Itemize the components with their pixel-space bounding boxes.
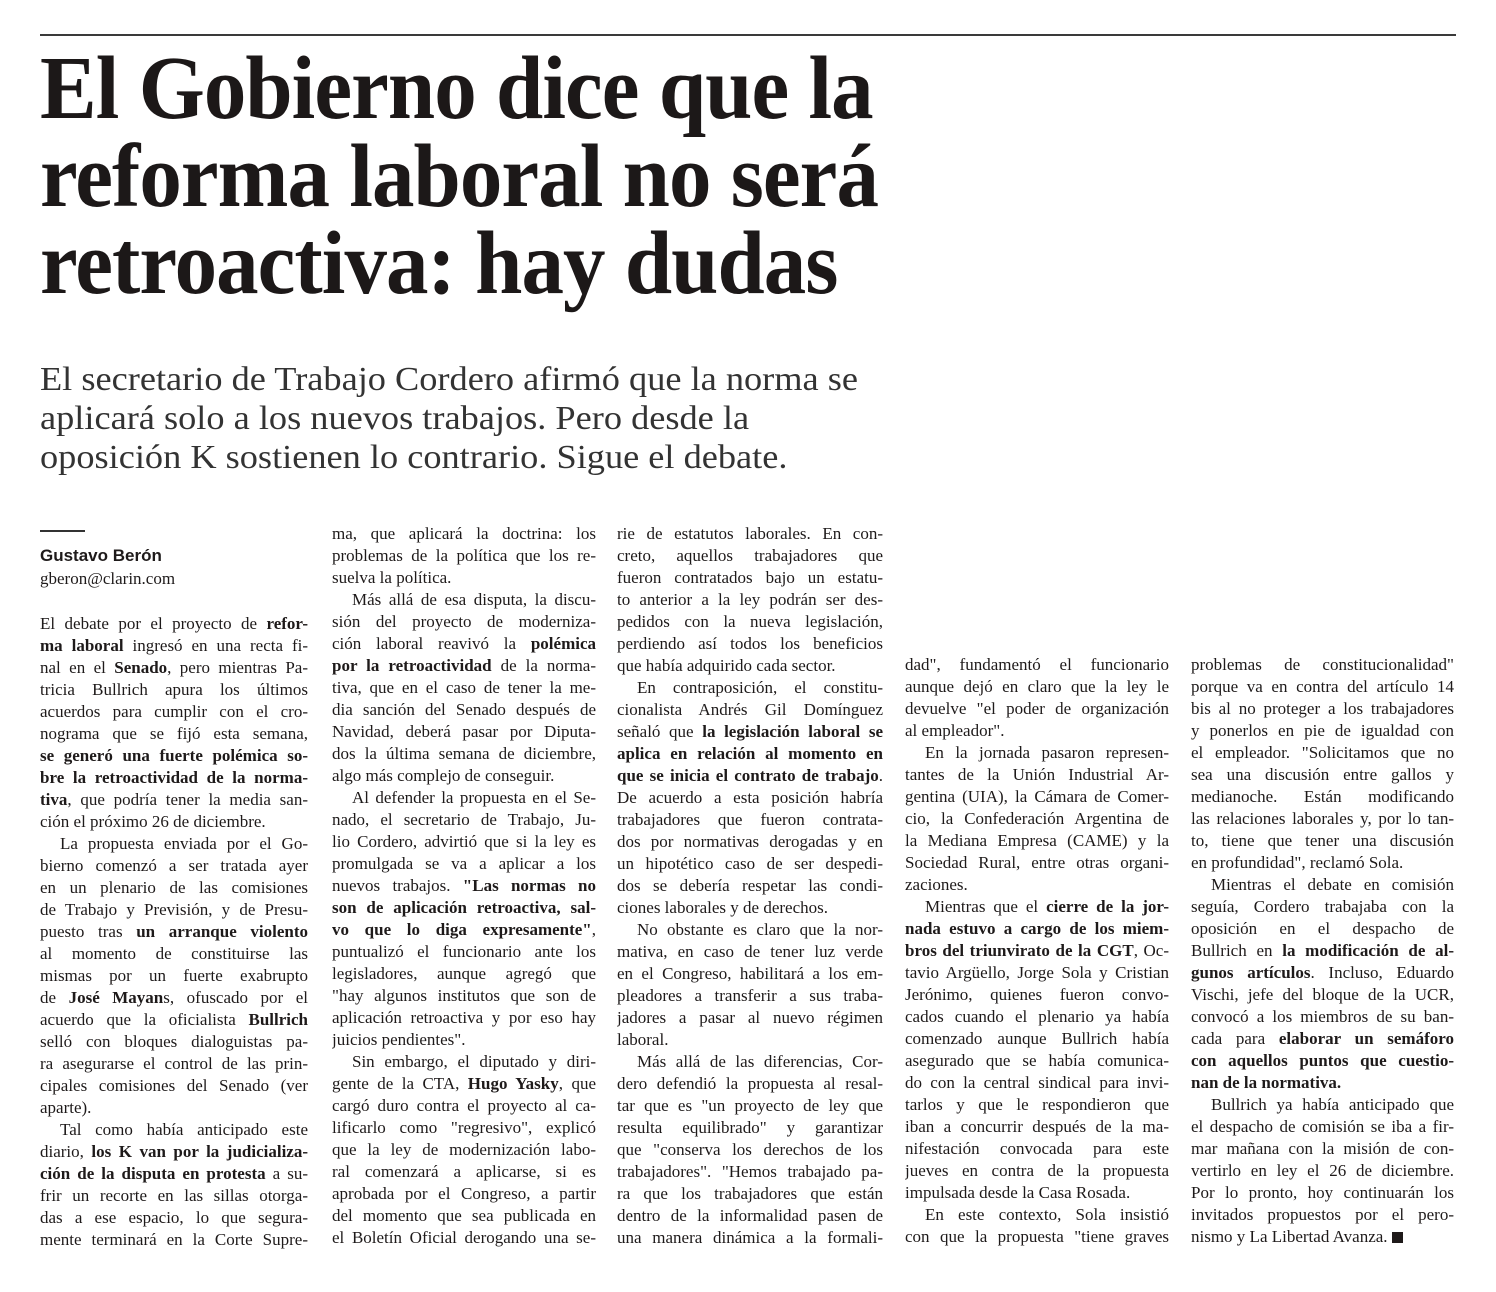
text-line: tiva, que en el caso de tener la me- <box>332 678 596 697</box>
text-line: nado, el secretario de Trabajo, Ju- <box>332 810 596 829</box>
text-line: oposición en el despacho de <box>1191 919 1454 938</box>
text-line: to, tiene que tener una discusión <box>1191 831 1454 850</box>
text-line: mente terminará en la Corte Supre- <box>40 1230 308 1249</box>
text-line: Mientras el debate en comisión <box>1211 875 1454 894</box>
text-line: Bullrich ya había anticipado que <box>1211 1095 1454 1114</box>
text-line: de José Mayans, ofuscado por el <box>40 988 308 1007</box>
text-line: cados cuando el plenario ya había <box>905 1007 1169 1026</box>
subheadline-line: aplicará solo a los nuevos trabajos. Pero desde la <box>40 400 750 437</box>
bold-text: aplica en relación al momento en <box>617 744 883 763</box>
paragraph <box>40 1119 308 1251</box>
text-line: comenzado aunque Bullrich había <box>905 1029 1169 1048</box>
bold-text: ma laboral <box>40 636 124 655</box>
text-line: asegurado que se había comunica- <box>905 1051 1169 1070</box>
text-line: ral comenzará a aplicarse, si es <box>332 1162 596 1181</box>
paragraph <box>905 896 1169 1204</box>
text-line: dos por normativas derogadas y en <box>617 832 883 851</box>
text-line: tricia Bullrich apura los últimos <box>40 680 308 699</box>
text-line: La propuesta enviada por el Go- <box>60 834 308 853</box>
text-line: señaló que la legislación laboral se <box>617 722 883 741</box>
text-line: al empleador". <box>905 721 1005 740</box>
text-line: nuevos trabajos. "Las normas no <box>332 876 596 895</box>
text-line: tiva, que podría tener la media san- <box>40 790 308 809</box>
text-line: que se inicia el contrato de trabajo. <box>617 766 883 785</box>
text-line: nismo y La Libertad Avanza. <box>1191 1226 1454 1248</box>
text-line: pleadores a transferir a sus traba- <box>617 986 883 1005</box>
text-line: impulsada desde la Casa Rosada. <box>905 1183 1131 1202</box>
text-line: das a ese espacio, lo que segura- <box>40 1208 308 1227</box>
text-line: que "conserva los derechos de los <box>617 1140 883 1159</box>
bold-text: vo que lo diga expresamente" <box>332 920 592 939</box>
text-line: legisladores, aunque agregó que <box>332 964 596 983</box>
text-line: un hipotético caso de ser despedi- <box>617 854 883 873</box>
text-line: gentina (UIA), la Cámara de Comer- <box>905 787 1169 806</box>
paragraph <box>905 654 1169 742</box>
text-line: sea una discusión entre gallos y <box>1191 765 1454 784</box>
subheadline-line: El secretario de Trabajo Cordero afirmó que la norma se <box>40 361 858 398</box>
text-line: Mientras que el cierre de la jor- <box>925 897 1169 916</box>
text-line: "hay algunos institutos que son de <box>332 986 596 1005</box>
bold-text: nan de la normativa. <box>1191 1073 1342 1092</box>
text-line: con que la propuesta "tiene graves <box>905 1227 1169 1246</box>
text-line: puntualizó el funcionario ante los <box>332 942 596 961</box>
bold-text: son de aplicación retroactiva, sal- <box>332 898 596 917</box>
text-line: promulgada se va a aplicar a los <box>332 854 596 873</box>
text-line: Jerónimo, quienes fueron convo- <box>905 985 1169 1004</box>
text-line: el despacho de comisión se iba a fir- <box>1191 1117 1454 1136</box>
text-line: aunque dejó en claro que la ley le <box>905 677 1169 696</box>
bold-text: los K van por la judicializa- <box>91 1142 308 1161</box>
text-line: tantes de la Unión Industrial Ar- <box>905 765 1169 784</box>
text-line: en el Congreso, habilitará a los em- <box>617 964 883 983</box>
text-line: algo más complejo de conseguir. <box>332 766 555 785</box>
text-line: selló con bloques dialoguistas pa- <box>40 1032 308 1051</box>
text-line: Sin embargo, el diputado y diri- <box>352 1052 596 1071</box>
text-line: ma laboral ingresó en una recta fi- <box>40 636 308 655</box>
text-line: En este contexto, Sola insistió <box>925 1205 1169 1224</box>
paragraph <box>617 919 883 1051</box>
text-line: ciones laborales y de derechos. <box>617 898 828 917</box>
bold-text: un arranque violento <box>136 922 308 941</box>
text-line: bros del triunvirato de la CGT, Oc- <box>905 941 1169 960</box>
text-line: medianoche. Están modificando <box>1191 787 1454 806</box>
text-line: seguía, Cordero trabajaba con la <box>1191 897 1454 916</box>
text-line: frir un recorte en las sillas otorga- <box>40 1186 308 1205</box>
text-line: problemas de constitucionalidad" <box>1191 655 1454 674</box>
text-line: aparte). <box>40 1098 92 1117</box>
paragraph <box>332 1051 596 1249</box>
bold-text: "Las normas no <box>462 876 596 895</box>
text-line: resulta equilibrado" y garantizar <box>617 1118 883 1137</box>
text-line: nal en el Senado, pero mientras Pa- <box>40 658 308 677</box>
text-line: ma, que aplicará la doctrina: los <box>332 524 596 543</box>
text-line: bis al no proteger a los trabajadores <box>1191 699 1454 718</box>
subheadline-line: oposición K sostienen lo contrario. Sigue el debate. <box>40 439 788 476</box>
text-line <box>1191 1072 1454 1094</box>
headline-line: retroactiva: hay dudas <box>40 214 838 313</box>
paragraph <box>905 742 1169 896</box>
bold-text: Hugo Yasky <box>467 1074 559 1093</box>
text-line: dos la última semana de diciembre, <box>332 744 596 763</box>
bold-text: bros del triunvirato de la CGT <box>905 941 1134 960</box>
text-line: jueves en contra de la propuesta <box>905 1161 1169 1180</box>
text-line: trabajadores que fueron contrata- <box>617 810 883 829</box>
text-line: dentro de la informalidad pasen de <box>617 1206 883 1225</box>
paragraph <box>905 1204 1169 1248</box>
text-line: zaciones. <box>905 875 968 894</box>
text-line: que la ley de modernización labo- <box>332 1140 596 1159</box>
text-line: suelva la política. <box>332 568 452 587</box>
text-line: dad", fundamentó el funcionario <box>905 655 1169 674</box>
article-column-3 <box>617 523 883 1249</box>
end-mark-icon <box>1392 1232 1403 1243</box>
text-line: gunos artículos. Incluso, Eduardo <box>1191 963 1454 982</box>
text-line <box>1191 1050 1454 1072</box>
text-line: jadores a pasar al nuevo régimen <box>617 1008 883 1027</box>
paragraph <box>1191 874 1454 1094</box>
article-column-2 <box>332 523 596 1249</box>
text-line: Tal como había anticipado este <box>60 1120 308 1139</box>
text-line: sión del proyecto de moderniza- <box>332 612 596 631</box>
text-line: lificarlo como "regresivo", explicó <box>332 1118 596 1137</box>
paragraph <box>617 1051 883 1249</box>
text-line: Por lo pronto, hoy continuarán los <box>1191 1183 1454 1202</box>
paragraph <box>40 613 308 833</box>
text-line: dero defendió la propuesta al resal- <box>617 1074 883 1093</box>
article-column-5 <box>1191 654 1454 1248</box>
text-line: mar mañana con la misión de con- <box>1191 1139 1454 1158</box>
bold-text: refor- <box>266 614 308 633</box>
text-line <box>905 918 1169 940</box>
text-line: No obstante es claro que la nor- <box>637 920 883 939</box>
text-line: Al defender la propuesta en el Se- <box>352 788 596 807</box>
text-line: vo que lo diga expresamente", <box>332 920 596 939</box>
text-line: En contraposición, el constitu- <box>637 678 883 697</box>
text-line: al momento de constituirse las <box>40 944 308 963</box>
text-line: cionalista Andrés Gil Domínguez <box>617 700 883 719</box>
text-line: ción el próximo 26 de diciembre. <box>40 812 266 831</box>
text-line: Más allá de esa disputa, la discu- <box>352 590 596 609</box>
paragraph <box>40 833 308 1119</box>
text-line: por la retroactividad de la norma- <box>332 656 596 675</box>
paragraph <box>617 523 883 677</box>
text-line: creto, aquellos trabajadores que <box>617 546 883 565</box>
text-line: bierno comenzó a ser tratada ayer <box>40 856 308 875</box>
text-line: Navidad, deberá pasar por Diputa- <box>332 722 596 741</box>
text-line: rie de estatutos laborales. En con- <box>617 524 883 543</box>
bold-text: la legislación laboral se <box>702 722 883 741</box>
text-line: tarlos y que le respondieron que <box>905 1095 1169 1114</box>
text-line: cio, la Confederación Argentina de <box>905 809 1169 828</box>
text-line: acuerdo que la oficialista Bullrich <box>40 1010 308 1029</box>
bold-text: que se inicia el contrato de trabajo <box>617 766 879 785</box>
text-line: porque va en contra del artículo 14 <box>1191 677 1454 696</box>
text-line: convocó a los miembros de su ban- <box>1191 1007 1454 1026</box>
byline-divider <box>40 530 85 532</box>
text-line: diario, los K van por la judicializa- <box>40 1142 308 1161</box>
bold-text: tiva <box>40 790 68 809</box>
text-line: cada para elaborar un semáforo <box>1191 1029 1454 1048</box>
text-line: las relaciones laborales y, por lo tan- <box>1191 809 1454 828</box>
text-line: Más allá de las diferencias, Cor- <box>637 1052 883 1071</box>
text-line: Sociedad Rural, entre otras organi- <box>905 853 1169 872</box>
text-line: do con la central sindical para invi- <box>905 1073 1169 1092</box>
text-line: de Trabajo y Previsión, y de Presu- <box>40 900 308 919</box>
article-column-4 <box>905 654 1169 1248</box>
text-line: puesto tras un arranque violento <box>40 922 308 941</box>
headline-line: El Gobierno dice que la <box>40 39 873 138</box>
author-email: gberon@clarin.com <box>40 569 176 588</box>
author-name: Gustavo Berón <box>40 546 162 565</box>
text-line: devuelve "el poder de organización <box>905 699 1169 718</box>
text-line <box>617 743 883 765</box>
text-line: nograma que se fijó esta semana, <box>40 724 308 743</box>
top-rule-divider <box>40 34 1456 36</box>
text-line: tavio Argüello, Jorge Sola y Cristian <box>905 963 1169 982</box>
text-line: De acuerdo a esta posición habría <box>617 788 883 807</box>
text-line: pedidos con la nueva legislación, <box>617 612 883 631</box>
text-line: ra asegurarse el control de las prin- <box>40 1054 308 1073</box>
bold-text: nada estuvo a cargo de los miem- <box>905 919 1169 938</box>
text-line <box>40 745 308 767</box>
paragraph <box>1191 654 1454 874</box>
text-line: que había adquirido cada sector. <box>617 656 836 675</box>
text-line: invitados propuestos por el pero- <box>1191 1205 1454 1224</box>
text-line: acuerdos para cumplir con el cro- <box>40 702 308 721</box>
bold-text: Senado <box>114 658 168 677</box>
text-line: mativa, en caso de tener luz verde <box>617 942 883 961</box>
paragraph <box>617 677 883 919</box>
text-line: vertirlo en ley el 26 de diciembre. <box>1191 1161 1454 1180</box>
bold-text: por la retroactividad <box>332 656 492 675</box>
bold-text: Bullrich <box>248 1010 308 1029</box>
text-line: lio Cordero, advirtió que si la ley es <box>332 832 596 851</box>
text-line: Vischi, jefe del bloque de la UCR, <box>1191 985 1454 1004</box>
text-line: laboral. <box>617 1030 669 1049</box>
text-line: y ponerlos en pie de igualdad con <box>1191 721 1454 740</box>
text-line: el empleador. "Solicitamos que no <box>1191 743 1454 762</box>
text-line: gente de la CTA, Hugo Yasky, que <box>332 1074 596 1093</box>
text-line: ra que los trabajadores que están <box>617 1184 883 1203</box>
text-line: una manera dinámica a la formali- <box>617 1228 883 1247</box>
bold-text: se generó una fuerte polémica so- <box>40 746 308 765</box>
text-line <box>332 897 596 919</box>
paragraph <box>332 787 596 1051</box>
bold-text: bre la retroactividad de la norma- <box>40 768 308 787</box>
text-line <box>40 767 308 789</box>
headline <box>40 39 928 313</box>
text-line: aprobada por el Congreso, a partir <box>332 1184 596 1203</box>
bold-text: con aquellos puntos que cuestio- <box>1191 1051 1454 1070</box>
text-line: nifestación convocada para este <box>905 1139 1169 1158</box>
text-line: ción de la disputa en protesta a su- <box>40 1164 308 1183</box>
text-line: En la jornada pasaron represen- <box>925 743 1169 762</box>
bold-text: gunos artículos <box>1191 963 1311 982</box>
text-line: Bullrich en la modificación de al- <box>1191 941 1454 960</box>
text-line: perdiendo así todos los beneficios <box>617 634 883 653</box>
text-line: el Boletín Oficial derogando una se- <box>332 1228 596 1247</box>
text-line: to anterior a la ley podrán ser des- <box>617 590 883 609</box>
text-line: juicios pendientes". <box>332 1030 466 1049</box>
text-line: fueron contratados bajo un estatu- <box>617 568 883 587</box>
text-line: cipales comisiones del Senado (ver <box>40 1076 308 1095</box>
text-line: ción laboral reavivó la polémica <box>332 634 596 653</box>
text-line: dia sanción del Senado después de <box>332 700 596 719</box>
text-line: tar que es "un proyecto de ley que <box>617 1096 883 1115</box>
bold-text: polémica <box>530 634 596 653</box>
bold-text: la modificación de al- <box>1282 941 1454 960</box>
bold-text: cierre de la jor- <box>1046 897 1169 916</box>
text-line: en un plenario de las comisiones <box>40 878 308 897</box>
text-line: problemas de la política que los re- <box>332 546 596 565</box>
text-line: El debate por el proyecto de refor- <box>40 614 308 633</box>
text-line: dos se debería respetar las condi- <box>617 876 883 895</box>
bold-text: elaborar un semáforo <box>1278 1029 1454 1048</box>
paragraph <box>332 523 596 589</box>
text-line: iban a concurrir después de la ma- <box>905 1117 1169 1136</box>
paragraph <box>1191 1094 1454 1248</box>
article-column-1 <box>40 613 308 1251</box>
bold-text: José Mayan <box>68 988 164 1007</box>
headline-line: reforma laboral no será <box>40 126 878 226</box>
text-line: trabajadores". "Hemos trabajado pa- <box>617 1162 883 1181</box>
text-line: del momento que sea publicada en <box>332 1206 596 1225</box>
text-line: la Mediana Empresa (CAME) y la <box>905 831 1169 850</box>
paragraph <box>332 589 596 787</box>
text-line: aplicación retroactiva y por eso hay <box>332 1008 596 1027</box>
text-line: cargó duro contra el proyecto al ca- <box>332 1096 596 1115</box>
text-line: mismas por un fuerte exabrupto <box>40 966 308 985</box>
bold-text: ción de la disputa en protesta <box>40 1164 266 1183</box>
subheadline <box>40 360 858 477</box>
text-line: en profundidad", reclamó Sola. <box>1191 853 1404 872</box>
